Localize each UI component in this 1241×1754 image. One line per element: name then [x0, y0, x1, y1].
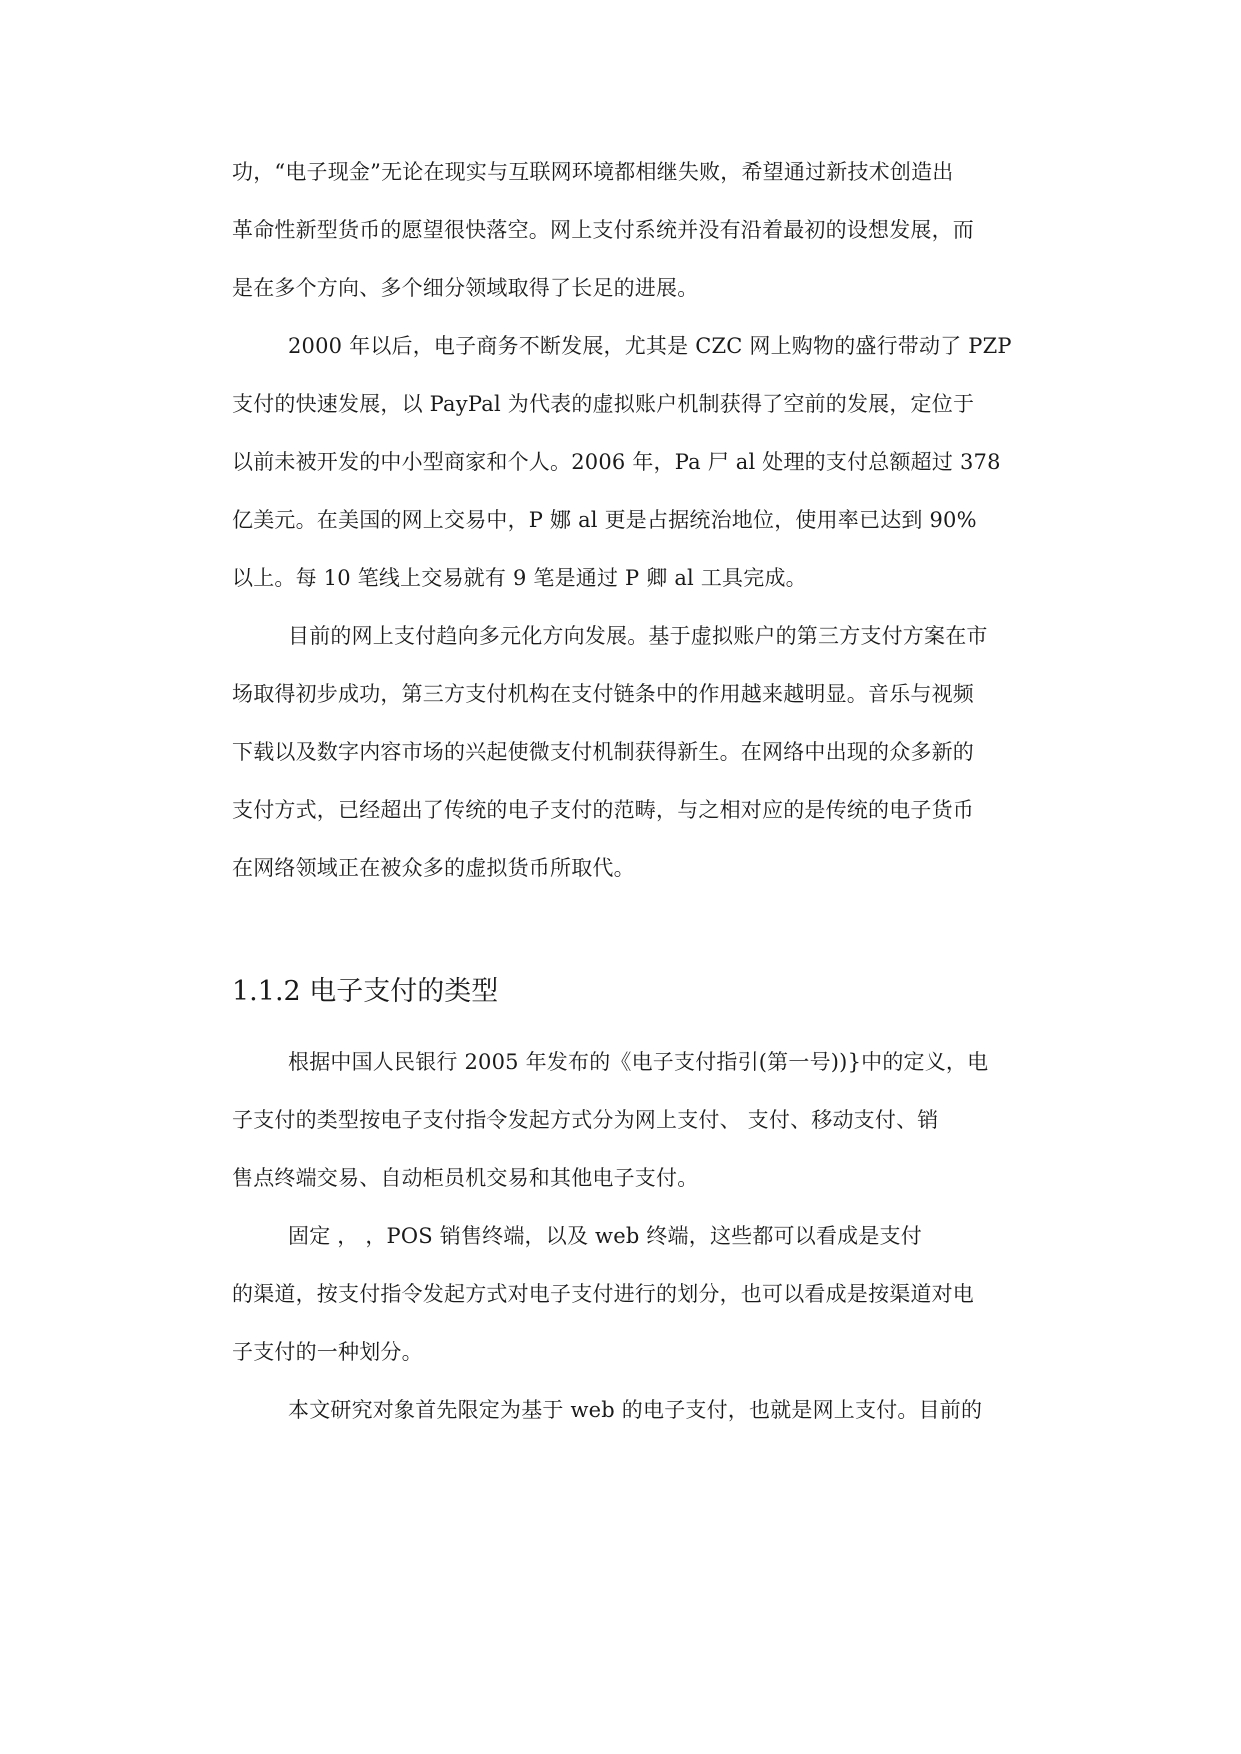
paragraph-line: 功，“电子现金”无论在现实与互联网环境都相继失败，希望通过新技术创造出 — [232, 160, 954, 184]
paragraph-line: 下载以及数字内容市场的兴起使微支付机制获得新生。在网络中出现的众多新的 — [232, 740, 974, 764]
paragraph-line: 的渠道，按支付指令发起方式对电子支付进行的划分，也可以看成是按渠道对电 — [232, 1282, 974, 1306]
paragraph-line: 支付的快速发展，以 PayPal 为代表的虚拟账户机制获得了空前的发展，定位于 — [232, 392, 975, 416]
paragraph-line: 目前的网上支付趋向多元化方向发展。基于虚拟账户的第三方支付方案在市 — [288, 624, 988, 648]
paragraph-line: 以前未被开发的中小型商家和个人。2006 年，Pa 尸 al 处理的支付总额超过 378 — [232, 450, 1001, 474]
paragraph-line: 是在多个方向、多个细分领域取得了长足的进展。 — [232, 276, 699, 300]
paragraph-line: 售点终端交易、自动柜员机交易和其他电子支付。 — [232, 1166, 699, 1190]
paragraph-line: 根据中国人民银行 2005 年发布的《电子支付指引(第一号))}中的定义，电 — [288, 1050, 989, 1074]
paragraph-line: 在网络领域正在被众多的虚拟货币所取代。 — [232, 856, 635, 880]
paragraph-line: 子支付的类型按电子支付指令发起方式分为网上支付、 支付、移动支付、销 — [232, 1108, 939, 1132]
paragraph-line: 固定 ， ，POS 销售终端，以及 web 终端，这些都可以看成是支付 — [288, 1224, 922, 1248]
paragraph-line: 子支付的一种划分。 — [232, 1340, 423, 1364]
paragraph-line: 支付方式，已经超出了传统的电子支付的范畴，与之相对应的是传统的电子货币 — [232, 798, 974, 822]
paragraph-line: 以上。每 10 笔线上交易就有 9 笔是通过 P 卿 al 工具完成。 — [232, 566, 807, 590]
section-heading: 1.1.2 电子支付的类型 — [232, 976, 499, 1007]
paragraph-line: 亿美元。在美国的网上交易中，P 娜 al 更是占据统治地位，使用率已达到 90% — [232, 508, 977, 532]
paragraph-line: 本文研究对象首先限定为基于 web 的电子支付，也就是网上支付。目前的 — [288, 1398, 983, 1422]
paragraph-line: 2000 年以后，电子商务不断发展，尤其是 CZC 网上购物的盛行带动了 PZP — [288, 334, 1012, 358]
paragraph-line: 革命性新型货币的愿望很快落空。网上支付系统并没有沿着最初的设想发展，而 — [232, 218, 974, 242]
paragraph-line: 场取得初步成功，第三方支付机构在支付链条中的作用越来越明显。音乐与视频 — [232, 682, 974, 706]
